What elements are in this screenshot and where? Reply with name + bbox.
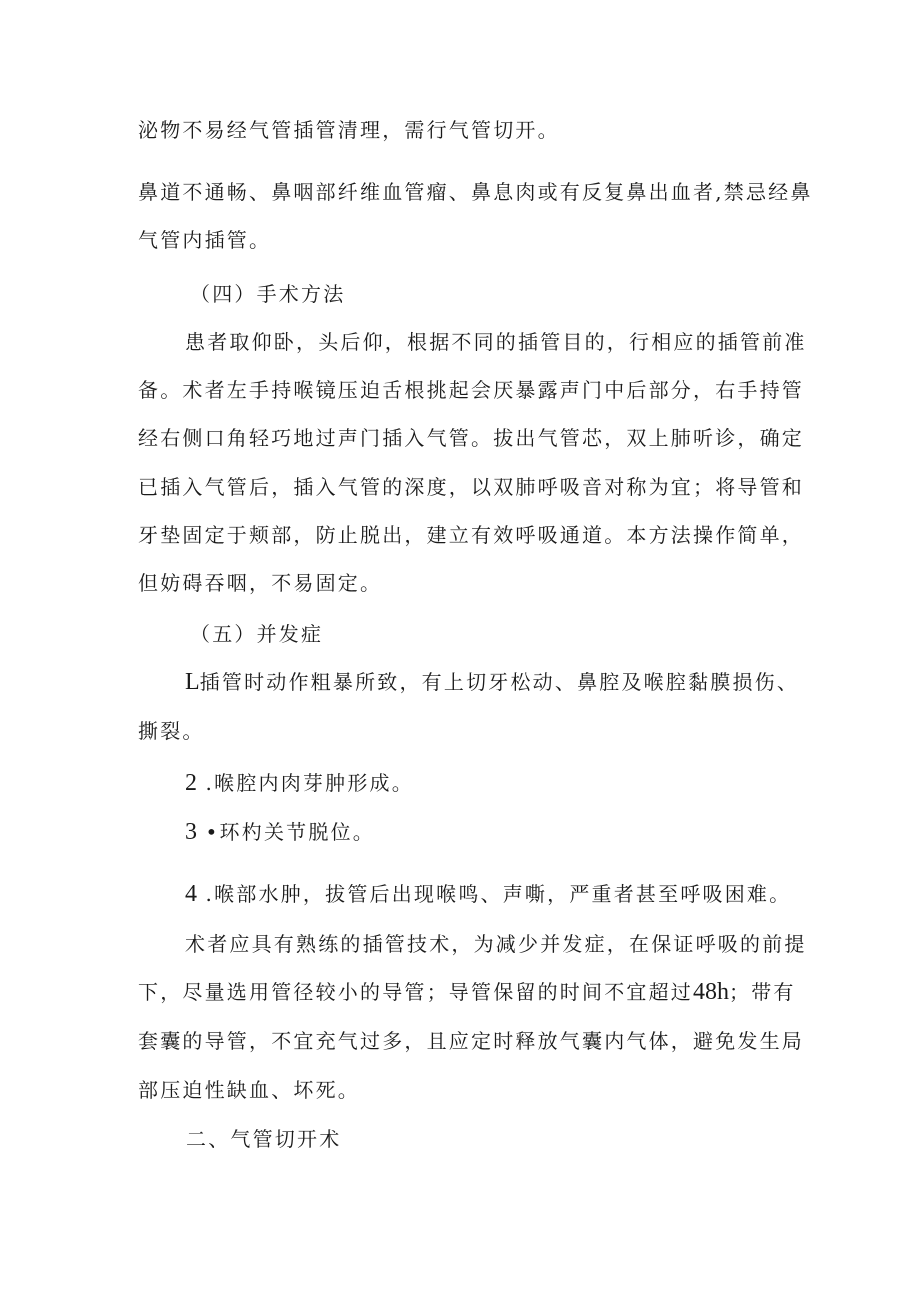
paragraph-line: 鼻道不通畅、鼻咽部纤维血管瘤、鼻息肉或有反复鼻出血者,禁忌经鼻 [138, 180, 813, 204]
paragraph-line [138, 980, 796, 1004]
paragraph-line: 牙垫固定于颊部，防止脱出，建立有效呼吸通道。本方法操作简单， [138, 523, 804, 547]
list-item-number: 4 [185, 881, 197, 907]
paragraph-line: 患者取仰卧，头后仰，根据不同的插管目的，行相应的插管前准 [185, 330, 807, 354]
paragraph-line: 经右侧口角轻巧地过声门插入气管。拔出气管芯，双上肺听诊，确定 [138, 426, 804, 450]
list-item-3 [185, 820, 375, 844]
paragraph-line: 术者应具有熟练的插管技术，为减少并发症，在保证呼吸的前提 [185, 932, 807, 956]
text-segment: ；带有 [729, 980, 796, 1004]
paragraph-line: 备。术者左手持喉镜压迫舌根挑起会厌暴露声门中后部分，右手持管 [138, 378, 804, 402]
list-item-text: .喉部水肿，拔管后出现喉鸣、声嘶，严重者甚至呼吸困难。 [197, 882, 792, 906]
section-heading-five: （五）并发症 [190, 622, 324, 646]
paragraph-line: 气管内插管。 [138, 228, 272, 252]
list-item-2 [185, 771, 414, 795]
section-heading-two: 二、气管切开术 [186, 1127, 342, 1151]
list-item-number: 3 [185, 819, 197, 845]
list-item-1 [185, 670, 799, 694]
paragraph-line: 撕裂。 [138, 719, 205, 743]
section-heading-four: （四）手术方法 [190, 282, 346, 306]
list-item-text: .喉腔内肉芽肿形成。 [197, 771, 414, 795]
paragraph-line: 套囊的导管，不宜充气过多，且应定时释放气囊内气体，避免发生局 [138, 1029, 804, 1053]
paragraph-line: 部压迫性缺血、坏死。 [138, 1078, 360, 1102]
duration-value: 48h [693, 979, 729, 1005]
list-item-4 [185, 882, 791, 906]
text-segment: 下，尽量选用管径较小的导管；导管保留的时间不宜超过 [138, 980, 693, 1004]
list-item-number: L [185, 669, 200, 695]
paragraph-line: 已插入气管后，插入气管的深度，以双肺呼吸音对称为宜；将导管和 [138, 475, 804, 499]
paragraph-line: 泌物不易经气管插管清理，需行气管切开。 [138, 118, 560, 142]
paragraph-line: 但妨碍吞咽，不易固定。 [138, 571, 383, 595]
list-item-number: 2 [185, 770, 197, 796]
list-item-text: 插管时动作粗暴所致，有上切牙松动、鼻腔及喉腔黏膜损伤、 [199, 670, 800, 694]
list-item-text: •环杓关节脱位。 [197, 820, 375, 844]
